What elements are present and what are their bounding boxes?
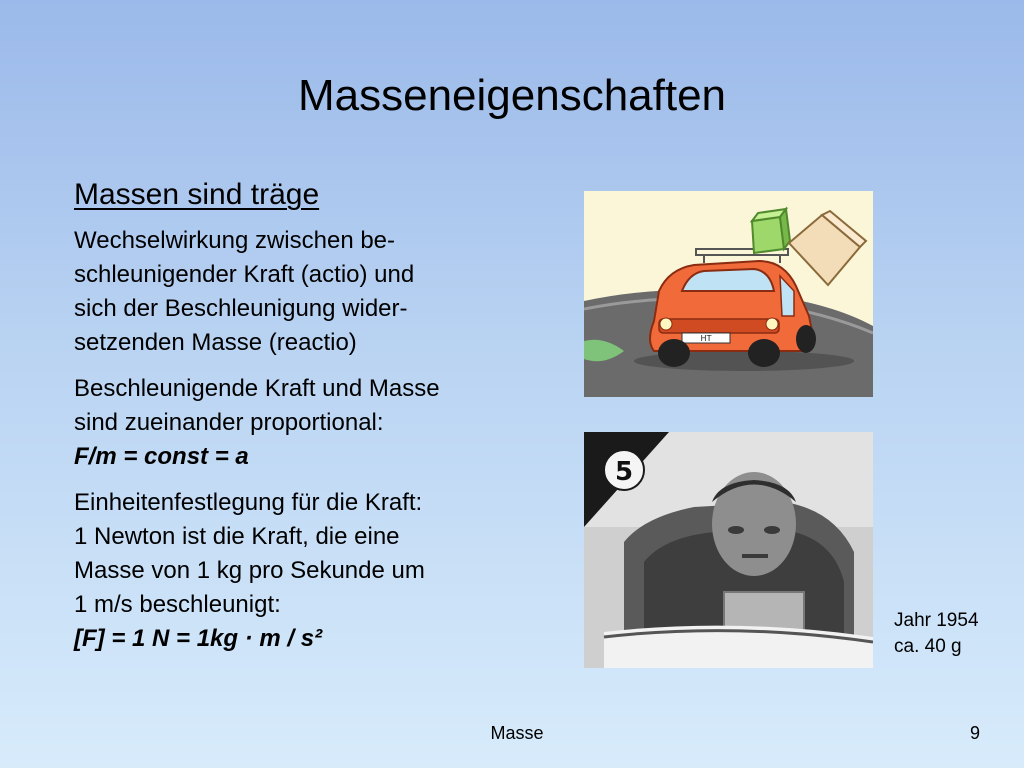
formula-newton: [F] = 1 N = 1kg · m / s² <box>74 625 323 652</box>
text-line: sind zueinander proportional: <box>74 409 384 436</box>
paragraph-unit-definition <box>74 486 544 656</box>
paragraph-interaction <box>74 224 544 360</box>
slide-subtitle: Massen sind träge <box>74 178 320 211</box>
text-line: Masse von 1 kg pro Sekunde um <box>74 557 425 584</box>
crash-test-photo <box>584 432 873 668</box>
car-illustration <box>584 191 873 397</box>
photo-caption <box>894 608 979 660</box>
text-line: Wechselwirkung zwischen be- <box>74 227 396 254</box>
text-line: sich der Beschleunigung wider- <box>74 295 408 322</box>
caption-mass: ca. 40 g <box>894 636 962 657</box>
body-text <box>74 224 544 668</box>
badge-number: 5 <box>614 457 634 487</box>
paragraph-proportionality <box>74 372 544 474</box>
slide-title: Masseneigenschaften <box>297 71 727 120</box>
plate-text: HT <box>700 334 712 343</box>
text-line: Einheitenfestlegung für die Kraft: <box>74 489 423 516</box>
text-line: setzenden Masse (reactio) <box>74 329 357 356</box>
caption-year: Jahr 1954 <box>894 610 979 631</box>
text-line: 1 m/s beschleunigt: <box>74 591 281 618</box>
formula-proportionality: F/m = const = a <box>74 443 249 470</box>
text-line: schleunigender Kraft (actio) und <box>74 261 415 288</box>
text-line: Beschleunigende Kraft und Masse <box>74 375 440 402</box>
page-number: 9 <box>969 723 980 743</box>
text-line: 1 Newton ist die Kraft, die eine <box>74 523 400 550</box>
footer-label: Masse <box>490 723 544 743</box>
